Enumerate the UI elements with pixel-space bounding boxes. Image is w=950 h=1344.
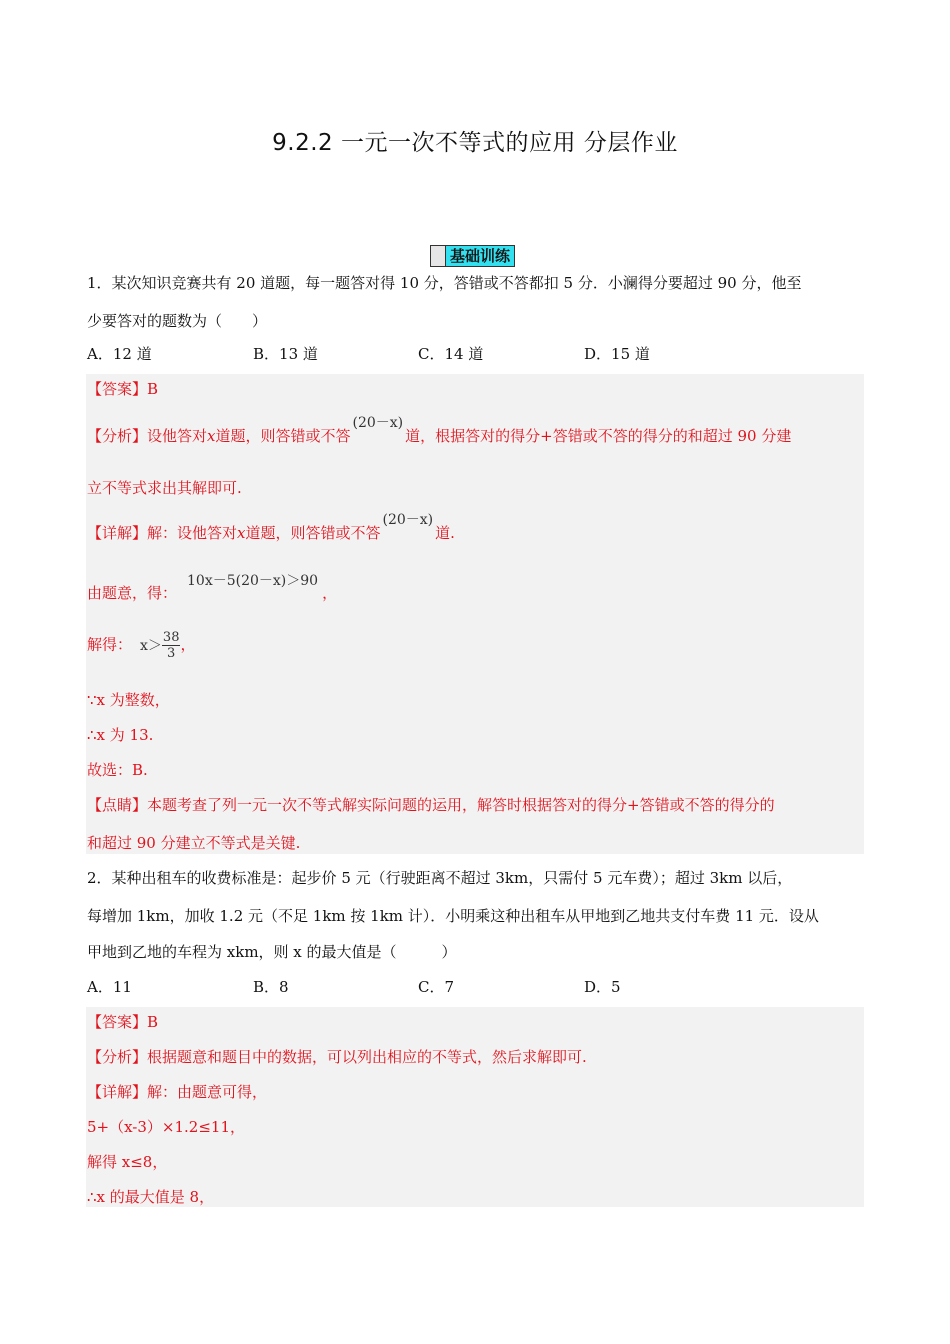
q2-option-a: A．11 bbox=[87, 978, 132, 996]
q2-option-c: C．7 bbox=[418, 978, 455, 996]
q1-step2 bbox=[87, 630, 863, 661]
q1-answer: 【答案】B bbox=[87, 380, 159, 398]
q1-solution-panel bbox=[86, 374, 864, 854]
q1-comment-line2: 和超过 90 分建立不等式是关键. bbox=[87, 834, 301, 852]
q1-step4: ∴x 为 13. bbox=[87, 726, 154, 744]
q2-solution-panel bbox=[86, 1007, 864, 1207]
q2-stem-line3: 甲地到乙地的车程为 xkm，则 x 的最大值是（ ） bbox=[87, 943, 457, 961]
q1-option-a: A．12 道 bbox=[87, 345, 152, 363]
q1-step2-numerator: 38 bbox=[162, 630, 180, 645]
q2-answer: 【答案】B bbox=[87, 1013, 159, 1031]
q1-step2-fraction bbox=[162, 630, 181, 661]
q1-step2-label: 解得： bbox=[87, 635, 133, 654]
q1-detail-line bbox=[87, 512, 863, 543]
q1-step1 bbox=[87, 573, 863, 603]
q1-analysis-c: 道，根据答对的得分+答错或不答的得分的和超过 90 分建 bbox=[405, 427, 792, 445]
page-title: 9.2.2 一元一次不等式的应用 分层作业 bbox=[272, 130, 678, 156]
q1-step1-label: 由题意，得： bbox=[87, 584, 178, 602]
q2-step1: 5+（x-3）×1.2≤11， bbox=[87, 1118, 245, 1136]
q1-analysis-line2: 立不等式求出其解即可. bbox=[87, 479, 242, 497]
q1-option-c: C．14 道 bbox=[418, 345, 484, 363]
section-label: 基础训练 bbox=[446, 246, 514, 266]
q1-stem-line1: 1．某次知识竞赛共有 20 道题，每一题答对得 10 分，答错或不答都扣 5 分．小澜得分要超过 90 分，他至 bbox=[87, 274, 802, 292]
q2-option-d: D．5 bbox=[584, 978, 621, 996]
q1-stem-line2: 少要答对的题数为（ ） bbox=[87, 312, 268, 330]
q1-detail-expr: (20－x) bbox=[382, 512, 434, 528]
section-tag bbox=[430, 245, 515, 267]
q2-analysis: 【分析】根据题意和题目中的数据，可以列出相应的不等式，然后求解即可. bbox=[87, 1048, 587, 1066]
q1-analysis-var: x bbox=[207, 427, 216, 445]
q1-step2-end: ， bbox=[180, 635, 196, 654]
q1-step2-denominator: 3 bbox=[167, 646, 176, 661]
q1-step1-expr: 10x－5(20－x)＞90 bbox=[187, 573, 319, 589]
q1-analysis-a: 【分析】设他答对 bbox=[87, 427, 208, 445]
q1-detail-var: x bbox=[237, 524, 246, 542]
q1-option-d: D．15 道 bbox=[584, 345, 650, 363]
section-checkbox-icon bbox=[431, 246, 446, 266]
q1-option-b: B．13 道 bbox=[253, 345, 318, 363]
q1-detail-a: 【详解】解：设他答对 bbox=[87, 524, 238, 542]
q1-analysis-b: 道题，则答错或不答 bbox=[215, 427, 351, 445]
q1-step3: ∵x 为整数， bbox=[87, 691, 170, 709]
q1-step2-lhs: x＞ bbox=[140, 637, 162, 654]
q2-stem-line1: 2．某种出租车的收费标准是：起步价 5 元（行驶距离不超过 3km，只需付 5 元车费）；超过 3km 以后， bbox=[87, 869, 793, 887]
q1-detail-b: 道题，则答错或不答 bbox=[245, 524, 381, 542]
q1-step1-end: ， bbox=[322, 584, 338, 602]
q1-step5: 故选：B. bbox=[87, 761, 148, 779]
q1-analysis-expr: (20－x) bbox=[352, 415, 404, 431]
q1-analysis-line1 bbox=[87, 415, 863, 446]
q1-detail-c: 道. bbox=[435, 524, 455, 542]
q2-stem-line2: 每增加 1km，加收 1.2 元（不足 1km 按 1km 计）．小明乘这种出租车从甲地到乙地共支付车费 11 元．设从 bbox=[87, 907, 819, 925]
q2-step2: 解得 x≤8， bbox=[87, 1153, 168, 1171]
q2-option-b: B．8 bbox=[253, 978, 289, 996]
q2-step3: ∴x 的最大值是 8， bbox=[87, 1188, 215, 1206]
q1-comment-line1: 【点睛】本题考查了列一元一次不等式解实际问题的运用，解答时根据答对的得分+答错或不答的得分的 bbox=[87, 796, 775, 814]
q2-detail: 【详解】解：由题意可得， bbox=[87, 1083, 268, 1101]
